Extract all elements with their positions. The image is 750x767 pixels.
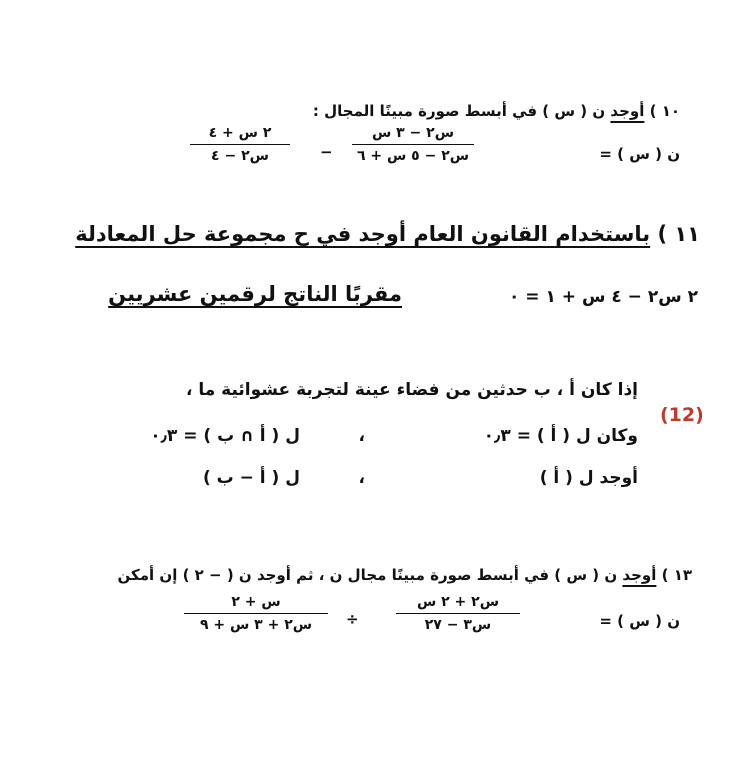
q13-fraction-2 bbox=[184, 593, 328, 634]
q13-lhs: ن ( س ) = bbox=[599, 612, 680, 630]
q13-prompt: ن ( س ) في أبسط صورة مبينًا مجال ن ، ثم أوجد ن ( − ٢ ) إن أمكن bbox=[117, 566, 618, 584]
q13-number: ١٣ ) bbox=[661, 566, 692, 584]
q10-fraction-1-denominator: س٢ − ٥ س + ٦ bbox=[356, 148, 470, 164]
q11-rounding-note: مقربًا الناتج لرقمين عشريين bbox=[108, 282, 402, 306]
q10-keyword: أوجد bbox=[610, 102, 645, 120]
q13-fraction-1-denominator: س٣ − ٢٧ bbox=[424, 617, 492, 633]
q11-instruction: باستخدام القانون العام أوجد في ح مجموعة حل المعادلة bbox=[75, 222, 651, 246]
q12-given-1: وكان ل ( أ ) = ٠٫٣ bbox=[483, 426, 638, 446]
q12-find-1: أوجد ل ( أ ) bbox=[539, 468, 638, 488]
q13-fraction-1-bar bbox=[396, 613, 520, 614]
q13-fraction-1 bbox=[396, 593, 520, 634]
q13-fraction-2-bar bbox=[184, 613, 328, 614]
q12-separator-1: ، bbox=[358, 426, 365, 446]
q10-minus-sign: − bbox=[320, 143, 333, 161]
q12-intro: إذا كان أ ، ب حدثين من فضاء عينة لتجربة عشوائية ما ، bbox=[185, 380, 638, 400]
q13-keyword: أوجد bbox=[622, 566, 657, 584]
q10-prompt: ن ( س ) في أبسط صورة مبينًا المجال : bbox=[312, 102, 606, 120]
q12-separator-2: ، bbox=[358, 468, 365, 488]
q13-fraction-1-numerator: س٢ + ٢ س bbox=[416, 594, 500, 610]
q10-fraction-1 bbox=[352, 124, 474, 165]
q10-fraction-2 bbox=[190, 124, 290, 165]
q13-statement bbox=[118, 566, 692, 584]
q11-equation: ٢ س٢ − ٤ س + ١ = ٠ bbox=[509, 287, 698, 307]
q13-fraction-2-numerator: س + ٢ bbox=[231, 594, 281, 610]
q10-fraction-1-bar bbox=[352, 144, 474, 145]
q10-fraction-2-numerator: ٢ س + ٤ bbox=[208, 125, 272, 141]
q10-statement bbox=[313, 102, 680, 120]
q12-find-2: ل ( أ − ب ) bbox=[202, 468, 300, 488]
q11-number: ١١ ) bbox=[657, 222, 700, 246]
q10-fraction-2-denominator: س٢ − ٤ bbox=[211, 148, 269, 164]
q10-fraction-1-numerator: س٢ − ٣ س bbox=[371, 125, 455, 141]
q10-fraction-2-bar bbox=[190, 144, 290, 145]
q10-number: ١٠ ) bbox=[649, 102, 680, 120]
q13-divide-sign: ÷ bbox=[346, 610, 359, 628]
q11-line-1 bbox=[75, 222, 700, 246]
q12-tag: (12) bbox=[660, 404, 704, 426]
q13-fraction-2-denominator: س٢ + ٣ س + ٩ bbox=[199, 617, 313, 633]
q10-lhs: ن ( س ) = bbox=[599, 145, 680, 163]
q12-given-2: ل ( أ ∩ ب ) = ٠٫٣ bbox=[150, 426, 300, 446]
